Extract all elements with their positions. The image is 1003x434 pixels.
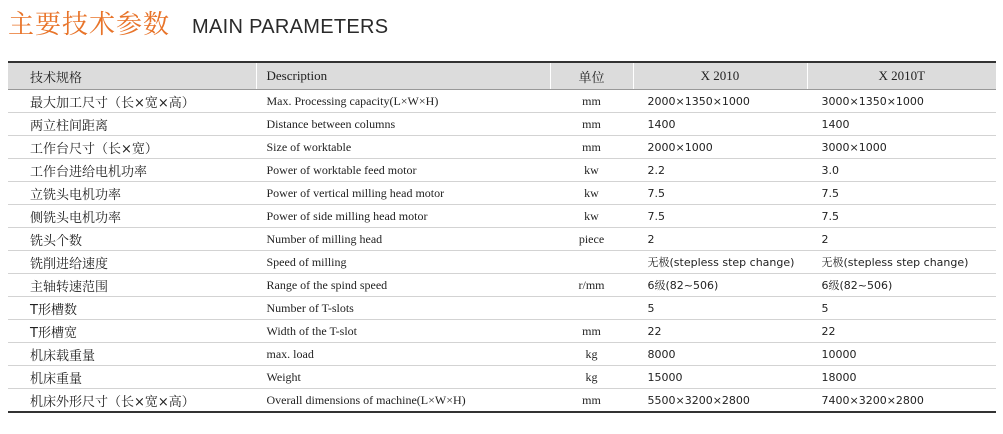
cell-unit: kw (550, 182, 633, 205)
cell-description: Power of vertical milling head motor (256, 182, 550, 205)
cell-value-x2010: 2000×1350×1000 (633, 90, 807, 113)
cell-spec: 机床外形尺寸（长×宽×高） (8, 389, 256, 413)
cell-unit: r/mm (550, 274, 633, 297)
cell-spec: 铣头个数 (8, 228, 256, 251)
table-header-row (8, 62, 996, 90)
cell-description: Speed of milling (256, 251, 550, 274)
cell-value-x2010t: 3.0 (807, 159, 996, 182)
cell-spec: 工作台进给电机功率 (8, 159, 256, 182)
cell-spec: 工作台尺寸（长×宽） (8, 136, 256, 159)
cell-spec: 主轴转速范围 (8, 274, 256, 297)
cell-unit: mm (550, 320, 633, 343)
cell-unit: kw (550, 205, 633, 228)
cell-description: max. load (256, 343, 550, 366)
cell-spec: 机床载重量 (8, 343, 256, 366)
cell-value-x2010t: 10000 (807, 343, 996, 366)
cell-value-x2010: 7.5 (633, 182, 807, 205)
cell-value-x2010t: 3000×1350×1000 (807, 90, 996, 113)
cell-description: Size of worktable (256, 136, 550, 159)
cell-description: Number of T-slots (256, 297, 550, 320)
table-row (8, 389, 996, 413)
table-row (8, 320, 996, 343)
cell-unit: kg (550, 343, 633, 366)
cell-value-x2010: 1400 (633, 113, 807, 136)
header-description: Description (256, 62, 550, 90)
cell-value-x2010: 2000×1000 (633, 136, 807, 159)
cell-description: Width of the T-slot (256, 320, 550, 343)
title-chinese: 主要技术参数 (8, 10, 171, 40)
cell-unit: mm (550, 113, 633, 136)
cell-value-x2010t: 3000×1000 (807, 136, 996, 159)
table-row (8, 366, 996, 389)
cell-value-x2010: 2 (633, 228, 807, 251)
table-row (8, 113, 996, 136)
header-unit: 单位 (550, 62, 633, 90)
cell-value-x2010t: 5 (807, 297, 996, 320)
cell-unit: mm (550, 136, 633, 159)
cell-value-x2010: 22 (633, 320, 807, 343)
cell-value-x2010: 8000 (633, 343, 807, 366)
cell-unit: mm (550, 90, 633, 113)
table-row (8, 274, 996, 297)
cell-description: Number of milling head (256, 228, 550, 251)
table-row (8, 90, 996, 113)
cell-value-x2010t: 2 (807, 228, 996, 251)
table-row (8, 159, 996, 182)
cell-value-x2010t: 7400×3200×2800 (807, 389, 996, 413)
table-row (8, 251, 996, 274)
cell-value-x2010: 无极(stepless step change) (633, 251, 807, 274)
cell-description: Weight (256, 366, 550, 389)
cell-spec: 侧铣头电机功率 (8, 205, 256, 228)
cell-description: Distance between columns (256, 113, 550, 136)
cell-value-x2010: 6级(82~506) (633, 274, 807, 297)
cell-spec: 铣削进给速度 (8, 251, 256, 274)
table-body (8, 90, 996, 413)
table-row (8, 297, 996, 320)
table-row (8, 343, 996, 366)
cell-spec: 立铣头电机功率 (8, 182, 256, 205)
cell-spec: 两立柱间距离 (8, 113, 256, 136)
header-model-x2010t: X 2010T (807, 62, 996, 90)
header-model-x2010: X 2010 (633, 62, 807, 90)
cell-value-x2010t: 1400 (807, 113, 996, 136)
cell-description: Power of side milling head motor (256, 205, 550, 228)
cell-value-x2010t: 7.5 (807, 205, 996, 228)
cell-unit (550, 251, 633, 274)
cell-spec: 机床重量 (8, 366, 256, 389)
cell-spec: T形槽宽 (8, 320, 256, 343)
title-english: MAIN PARAMETERS (192, 16, 389, 38)
parameters-table (8, 61, 996, 413)
cell-description: Overall dimensions of machine(L×W×H) (256, 389, 550, 413)
cell-value-x2010t: 7.5 (807, 182, 996, 205)
cell-description: Max. Processing capacity(L×W×H) (256, 90, 550, 113)
cell-unit: kg (550, 366, 633, 389)
cell-unit: kw (550, 159, 633, 182)
cell-unit (550, 297, 633, 320)
cell-value-x2010t: 无极(stepless step change) (807, 251, 996, 274)
cell-unit: piece (550, 228, 633, 251)
cell-spec: 最大加工尺寸（长×宽×高） (8, 90, 256, 113)
cell-description: Range of the spind speed (256, 274, 550, 297)
header-spec: 技术规格 (8, 62, 256, 90)
table-row (8, 205, 996, 228)
table-row (8, 228, 996, 251)
cell-value-x2010: 2.2 (633, 159, 807, 182)
table-row (8, 136, 996, 159)
cell-value-x2010t: 6级(82~506) (807, 274, 996, 297)
cell-value-x2010t: 22 (807, 320, 996, 343)
table-row (8, 182, 996, 205)
cell-value-x2010: 5500×3200×2800 (633, 389, 807, 413)
cell-spec: T形槽数 (8, 297, 256, 320)
page-header (8, 4, 388, 44)
cell-value-x2010: 7.5 (633, 205, 807, 228)
cell-unit: mm (550, 389, 633, 413)
cell-value-x2010: 5 (633, 297, 807, 320)
cell-value-x2010t: 18000 (807, 366, 996, 389)
cell-description: Power of worktable feed motor (256, 159, 550, 182)
cell-value-x2010: 15000 (633, 366, 807, 389)
